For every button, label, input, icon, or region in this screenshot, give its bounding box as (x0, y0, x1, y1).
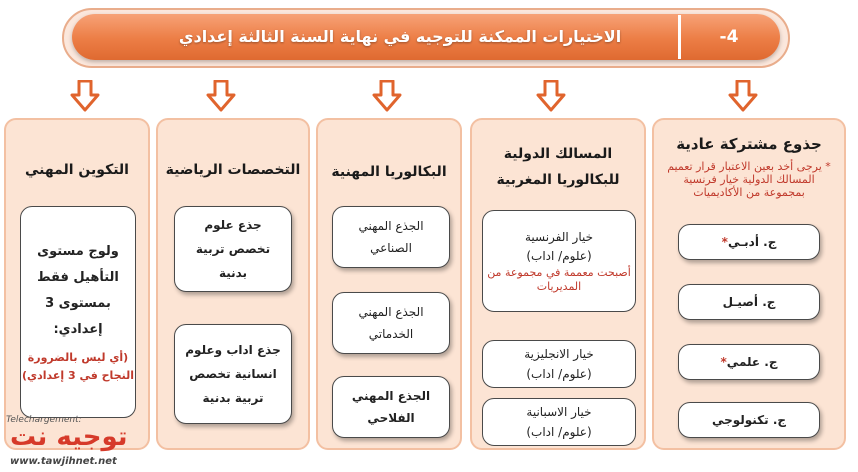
down-arrow-icon (206, 80, 236, 112)
common-item-science: ج. علمي* (678, 344, 820, 380)
humanities-pe-box: جذع اداب وعلوم انسانية تخصص تربية بدنية (174, 324, 292, 424)
common-item-literary: ج. أدبـي* (678, 224, 820, 260)
english-option-box: خيار الانجليزية (علوم/ اداب) (482, 340, 636, 388)
site-logo: توجيه نت (10, 422, 128, 452)
column-title: التخصصات الرياضية (165, 162, 301, 178)
column-title: جذوع مشتركة عادية (676, 135, 822, 153)
column-professional-bac (316, 118, 462, 450)
vocational-access-box: ولوج مستوى التأهيل فقط بمستوى 3 إعدادي: (أي ليس بالضرورة النجاح في 3 إعدادي) (20, 206, 136, 418)
header-divider (678, 15, 681, 59)
page-title: الاختيارات الممكنة للتوجيه في نهاية السنة الثالثة إعدادي (178, 27, 622, 46)
column-subtitle: للبكالوريا المغربية (496, 172, 620, 188)
column-title: المسالك الدولية (503, 146, 613, 162)
services-core-box: الجذع المهني الخدماتي (332, 292, 450, 354)
column-common-cores (652, 118, 846, 450)
column-international-tracks (470, 118, 646, 450)
column-title: التكوين المهني (25, 162, 129, 178)
column-vocational-training (4, 118, 150, 450)
common-item-technology: ج. تكنولوجي (678, 402, 820, 438)
science-pe-box: جذع علوم تخصص تربية بدنية (174, 206, 292, 292)
down-arrow-icon (536, 80, 566, 112)
french-option-box: خيار الفرنسية (علوم/ اداب) أصبحت معممة في مجموعة من المديريات (482, 210, 636, 312)
down-arrow-icon (728, 80, 758, 112)
down-arrow-icon (70, 80, 100, 112)
column-title: البكالوريا المهنية (331, 164, 447, 180)
common-note: * يرجى أخد بعين الاعتبار قرار تعميم المسالك الدولية خيار فرنسية بمجموعة من الأكاديميات (667, 160, 831, 199)
column-sports-specialties (156, 118, 310, 450)
common-item-original: ج. أصيـل (678, 284, 820, 320)
section-number: -4 (719, 27, 739, 47)
down-arrow-icon (372, 80, 402, 112)
spanish-option-box: خيار الاسبانية (علوم/ اداب) (482, 398, 636, 446)
site-url: www.tawjihnet.net (10, 456, 117, 467)
industrial-core-box: الجذع المهني الصناعي (332, 206, 450, 268)
agricultural-core-box: الجذع المهني الفلاحي (332, 376, 450, 438)
download-label: Telechargement: (6, 415, 82, 425)
